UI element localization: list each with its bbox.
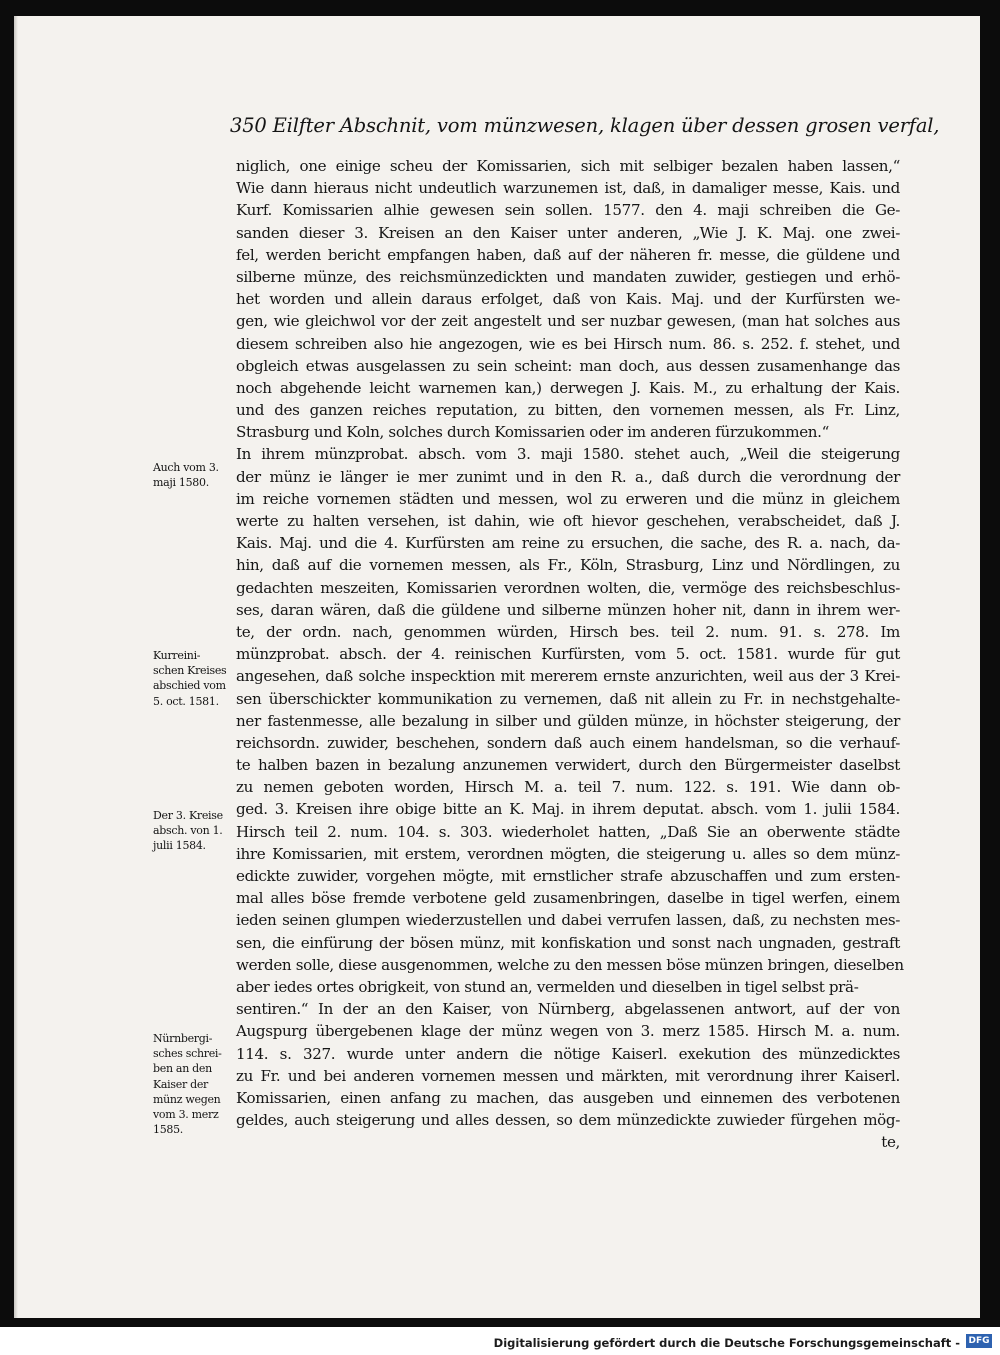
text-line: Augspurg übergebenen klage der münz wegen von 3. merz 1585. Hirsch M. a. num. [236, 1022, 900, 1041]
text-line: niglich, one einige scheu der Komissarien, sich mit selbiger bezalen haben lassen,“ [236, 157, 900, 175]
marginal-note-line: abschied vom [153, 679, 226, 693]
text-line: hin, daß auf die vornemen messen, als Fr., Köln, Strasburg, Linz und Nördlingen, zu [236, 556, 900, 575]
text-line: edickte zuwider, vorgehen mögte, mit ernstlicher strafe abzuschaffen und zum ersten- [236, 867, 900, 885]
text-line: diesem schreiben also hie angezogen, wie es bei Hirsch num. 86. s. 252. f. stehet, und [236, 334, 900, 353]
text-line: mal alles böse fremde verbotene geld zusamenbringen, daselbe in tigel werfen, einem [236, 889, 900, 908]
marginal-note-line: sches schrei- [153, 1047, 222, 1061]
text-line: te, [881, 1133, 900, 1152]
text-line: Komissarien, einen anfang zu machen, das ausgeben und einnemen des verbotenen [236, 1088, 900, 1107]
text-line: Strasburg und Koln, solches durch Komissarien oder im anderen fürzukommen.“ [236, 423, 829, 442]
marginal-note-line: vom 3. merz [153, 1108, 219, 1122]
text-line: und des ganzen reiches reputation, zu bitten, den vornemen messen, als Fr. Linz, [236, 401, 900, 420]
text-line: noch abgehende leicht warnemen kan,) derwegen J. Kais. M., zu erhaltung der Kais. [236, 378, 900, 397]
text-line: Hirsch teil 2. num. 104. s. 303. wiederholet hatten, „Daß Sie an oberwente städte [236, 822, 900, 841]
marginal-note-line: julii 1584. [153, 839, 206, 853]
text-line: sentiren.“ In der an den Kaiser, von Nürnberg, abgelassenen antwort, auf der von [236, 1000, 900, 1019]
marginal-note-line: Kurreini- [153, 649, 201, 662]
text-line: Kurf. Komissarien alhie gewesen sein sollen. 1577. den 4. maji schreiben die Ge- [236, 201, 900, 220]
text-line: zu nemen geboten worden, Hirsch M. a. teil 7. num. 122. s. 191. Wie dann ob- [236, 778, 900, 797]
text-line: im reiche vornemen städten und messen, wol zu erweren und die münz in gleichem [236, 489, 900, 508]
marginal-note-line: absch. von 1. [153, 824, 223, 838]
text-line: sen, die einfürung der bösen münz, mit konfiskation und sonst nach ungnaden, gestraft [236, 933, 900, 952]
marginal-note [153, 808, 237, 854]
footer-bar [0, 1327, 1000, 1355]
text-line: gen, wie gleichwol vor der zeit angestelt und ser nuzbar gewesen, (man hat solches aus [236, 312, 900, 331]
marginal-note [153, 1031, 237, 1137]
marginal-note-line: Nürnbergi- [153, 1032, 213, 1045]
marginal-note-line: maji 1580. [153, 476, 209, 490]
marginal-note [153, 648, 237, 709]
marginal-note-line: schen Kreises [153, 664, 227, 678]
page-number: 350 [230, 114, 267, 137]
funding-notice: Digitalisierung gefördert durch die Deutsche Forschungsgemeinschaft - [493, 1336, 960, 1350]
text-line: ged. 3. Kreisen ihre obige bitte an K. Maj. in ihrem deputat. absch. vom 1. julii 1584. [236, 800, 900, 819]
text-line: aber iedes ortes obrigkeit, von stund an, vermelden und dieselben in tigel selbst prä- [236, 977, 859, 996]
dfg-logo: DFG [966, 1334, 992, 1348]
text-line: het worden und allein daraus erfolget, daß von Kais. Maj. und der Kurfürsten we- [236, 290, 900, 309]
text-line: ses, daran wären, daß die güldene und silberne münzen hoher nit, dann in ihrem wer- [236, 600, 900, 619]
text-line: werden solle, diese ausgenommen, welche zu den messen böse münzen bringen, dieselben [236, 955, 904, 974]
text-line: münzprobat. absch. der 4. reinischen Kurfürsten, vom 5. oct. 1581. wurde für gut [236, 645, 900, 664]
text-line: sen überschickter kommunikation zu vernemen, daß nit allein zu Fr. in nechstgehalte- [236, 689, 900, 708]
marginal-note-line: Der 3. Kreise [153, 809, 223, 822]
marginal-note-line: Kaiser der [153, 1077, 209, 1091]
marginal-note-line: 5. oct. 1581. [153, 694, 219, 708]
body-text [236, 155, 904, 1153]
text-line: 114. s. 327. wurde unter andern die nötige Kaiserl. exekution des münzedicktes [236, 1044, 900, 1063]
page-gutter-shadow [14, 16, 18, 1318]
text-line: zu Fr. und bei anderen vornemen messen und märkten, mit verordnung ihrer Kaiserl. [236, 1066, 900, 1085]
text-line: werte zu halten versehen, ist dahin, wie oft hievor geschehen, verabscheidet, daß J. [236, 512, 900, 530]
marginal-note-line: ben an den [153, 1062, 212, 1076]
text-line: te halben bazen in bezalung anzunemen verwidert, durch den Bürgermeister daselbst [236, 756, 900, 775]
text-line: In ihrem münzprobat. absch. vom 3. maji 1580. stehet auch, „Weil die steigerung [236, 445, 900, 464]
text-line: obgleich etwas ausgelassen zu sein scheint: man doch, aus dessen zusamenhange das [236, 356, 900, 375]
text-line: sanden dieser 3. Kreisen an den Kaiser unter anderen, „Wie J. K. Maj. one zwei- [236, 223, 900, 242]
text-line: gedachten meszeiten, Komissarien verordnen wolten, die, vermöge des reichsbeschlus- [236, 578, 900, 597]
marginal-note-line: münz wegen [153, 1092, 221, 1106]
text-line: der münz ie länger ie mer zunimt und in den R. a., daß durch die verordnung der [236, 467, 900, 486]
marginal-note [153, 460, 237, 490]
marginal-note-line: 1585. [153, 1123, 183, 1137]
text-line: Kais. Maj. und die 4. Kurfürsten am reine zu ersuchen, die sache, des R. a. nach, da- [236, 534, 900, 553]
running-head [230, 114, 940, 137]
text-line: Wie dann hieraus nicht undeutlich warzunemen ist, daß, in damaliger messe, Kais. und [236, 179, 900, 198]
text-line: silberne münze, des reichsmünzedickten und mandaten zuwider, gestiegen und erhö- [236, 267, 900, 286]
text-line: ieden seinen glumpen wiederzustellen und dabei verrufen lassen, daß, zu nechsten mes- [236, 911, 900, 930]
text-line: reichsordn. zuwider, beschehen, sondern daß auch einem handelsman, so die verhauf- [236, 733, 900, 752]
text-line: ihre Komissarien, mit erstem, verordnen mögten, die steigerung u. alles so dem münz- [236, 844, 900, 863]
text-line: te, der ordn. nach, genommen würden, Hirsch bes. teil 2. num. 91. s. 278. Im [236, 622, 900, 641]
text-line: fel, werden bericht empfangen haben, daß auf der näheren fr. messe, die güldene und [236, 245, 900, 264]
text-line: angesehen, daß solche inspecktion mit mererem ernste anzurichten, weil aus der 3 Krei- [236, 667, 900, 686]
text-line: geldes, auch steigerung und alles dessen, so dem münzedickte zuwieder fürgehen mög- [236, 1111, 900, 1130]
marginal-note-line: Auch vom 3. [153, 461, 219, 474]
text-line: ner fastenmesse, alle bezalung in silber und gülden münze, in höchster steigerung, der [236, 711, 900, 730]
running-head-title: Eilfter Abschnit, vom münzwesen, klagen über dessen grosen verfal, [272, 114, 940, 137]
